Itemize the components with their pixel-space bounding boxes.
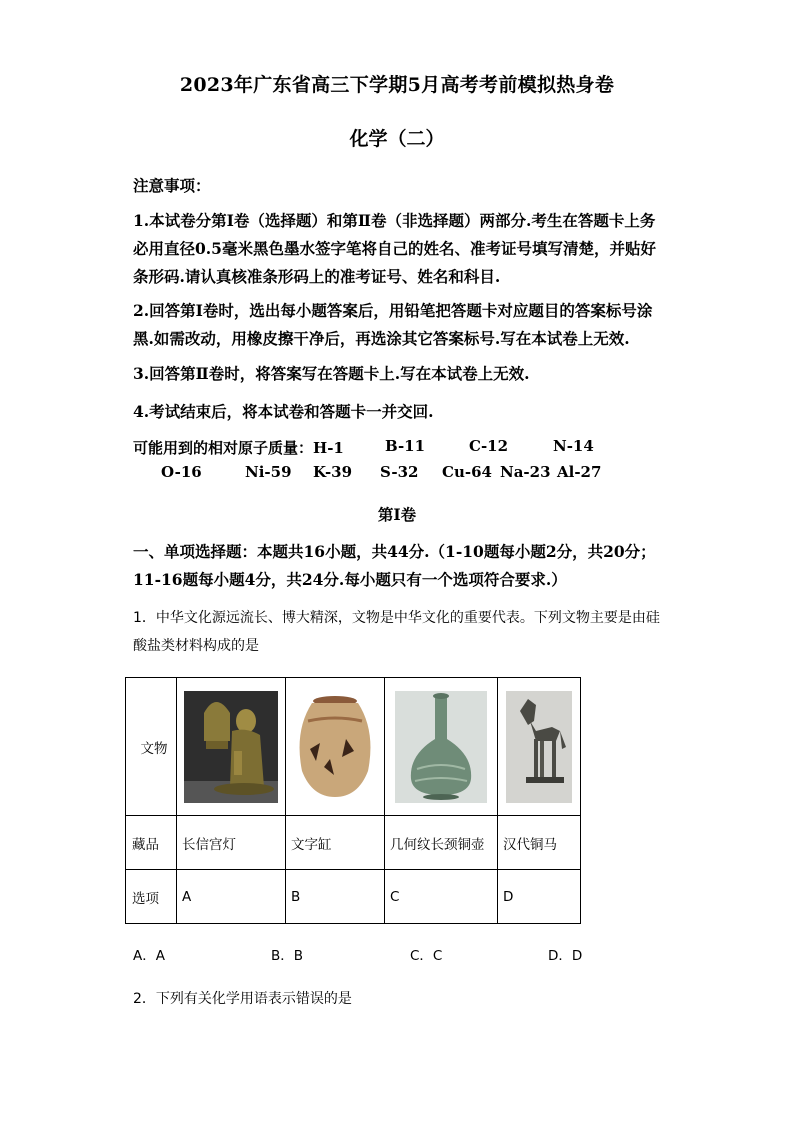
horse-photo — [506, 691, 572, 803]
item-option-c: C — [385, 870, 498, 924]
row-label-option: 选项 — [126, 870, 177, 924]
exam-title: 2023年广东省高三下学期5月高考考前模拟热身卷 — [179, 74, 615, 96]
row-label-collection: 藏品 — [126, 816, 177, 870]
note-item-3: 3.回答第Ⅱ卷时，将答案写在答题卡上.写在本试卷上无效. — [133, 364, 530, 383]
artifact-cell-horse — [498, 678, 581, 816]
notes-heading: 注意事项： — [133, 176, 211, 195]
mass-s: S-32 — [380, 463, 419, 481]
item-name-d: 汉代铜马 — [498, 816, 581, 870]
item-option-d: D — [498, 870, 581, 924]
row-label-artifact: 文物 — [126, 678, 177, 816]
lamp-photo — [184, 691, 278, 803]
note-item-2: 2.回答第Ⅰ卷时，选出每小题答案后，用铅笔把答题卡对应题目的答案标号涂黑.如需改动，用橡皮擦干净后，再选涂其它答案标号.写在本试卷上无效. — [133, 301, 653, 348]
choice-a[interactable]: A．A — [133, 948, 165, 964]
item-name-c: 几何纹长颈铜壶 — [385, 816, 498, 870]
mass-o: O-16 — [161, 463, 202, 481]
mass-cu: Cu-64 — [442, 463, 492, 481]
atomic-mass-row-1 — [133, 437, 594, 458]
artifact-cell-jar — [286, 678, 385, 816]
mass-al: Al-27 — [557, 463, 602, 481]
table-row — [126, 816, 581, 870]
mass-ni: Ni-59 — [245, 463, 292, 481]
mass-h: H-1 — [313, 439, 344, 457]
item-option-b: B — [286, 870, 385, 924]
choice-d[interactable]: D．D — [548, 948, 583, 964]
item-option-a: A — [177, 870, 286, 924]
vase-photo — [395, 691, 487, 803]
mass-n: N-14 — [553, 437, 594, 455]
mass-na: Na-23 — [500, 463, 551, 481]
item-name-a: 长信宫灯 — [177, 816, 286, 870]
mass-b: B-11 — [385, 437, 426, 455]
note-item-1: 1.本试卷分第Ⅰ卷（选择题）和第Ⅱ卷（非选择题）两部分.考生在答题卡上务必用直径0.5毫米黑色墨水签字笔将自己的姓名、准考证号填写清楚，并贴好条形码.请认真核准条形码上的准考证号、姓名和科目. — [133, 211, 656, 286]
exam-subtitle: 化学（二） — [349, 128, 445, 150]
part-title: 第Ⅰ卷 — [377, 505, 417, 524]
mass-k: K-39 — [313, 463, 353, 481]
table-row — [126, 870, 581, 924]
choice-c[interactable]: C．C — [410, 948, 443, 964]
artifact-table — [125, 677, 581, 924]
atomic-mass-label: 可能用到的相对原子质量： — [133, 439, 314, 457]
artifact-cell-vase — [385, 678, 498, 816]
question-1-stem: 1．中华文化源远流长、博大精深，文物是中华文化的重要代表。下列文物主要是由硅酸盐类材料构成的是 — [133, 610, 660, 654]
artifact-cell-lamp — [177, 678, 286, 816]
section-heading: 一、单项选择题：本题共16小题，共44分.（1-10题每小题2分，共20分；11-16题每小题4分，共24分.每小题只有一个选项符合要求.） — [133, 542, 656, 589]
question-2-stem: 2．下列有关化学用语表示错误的是 — [133, 991, 352, 1007]
note-item-4: 4.考试结束后，将本试卷和答题卡一并交回. — [133, 402, 434, 421]
choice-b[interactable]: B．B — [271, 948, 304, 964]
mass-c: C-12 — [469, 437, 509, 455]
table-row — [126, 678, 581, 816]
item-name-b: 文字缸 — [286, 816, 385, 870]
jar-photo — [290, 691, 380, 803]
